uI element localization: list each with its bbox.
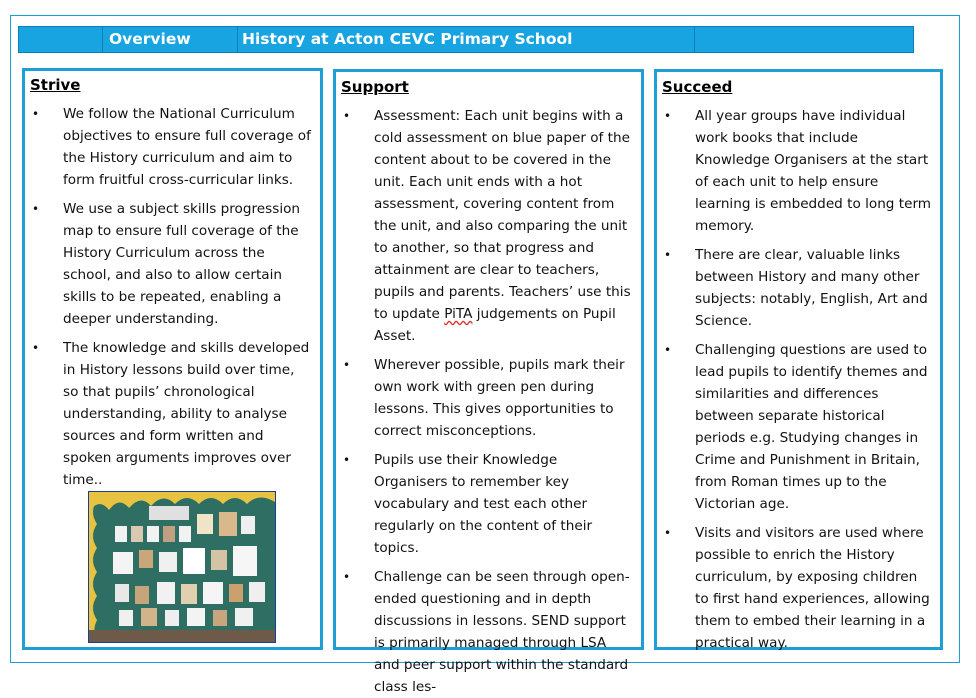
succeed-item: • Visits and visitors are used where possible to enrich the History curriculum, by exposing children to first hand experiences, allowing them to embed their learning in a practical way. (657, 522, 940, 654)
spellcheck-flagged-word: PiTA (444, 306, 473, 322)
history-display-board-photo (88, 491, 276, 643)
succeed-item: • All year groups have individual work books that include Knowledge Organisers at the start of each unit to help ensure learning is embedded to long term memory. (657, 105, 940, 237)
support-item-text: Assessment: Each unit begins with a cold assessment on blue paper of the content about to be covered in the unit. Each unit ends with a hot assessment, covering content from the unit, and also comparing the unit to another, so that progress and attainment are clear to teachers, pupils and parents. Teachers’ use this to update (374, 108, 631, 322)
header-bar (18, 26, 914, 53)
support-item: • Pupils use their Knowledge Organisers to remember key vocabulary and test each other regularly on the content of their topics. (336, 449, 641, 559)
succeed-list (657, 105, 940, 654)
support-column (333, 69, 644, 695)
support-item (336, 105, 641, 347)
support-item: • Challenge can be seen through open-ended questioning and in depth discussions in lessons. SEND support is primarily managed through LSA and peer support within the standard class les- (336, 566, 641, 698)
header-title: History at Acton CEVC Primary School (238, 27, 695, 52)
header-cell-blank-left (19, 27, 103, 52)
succeed-column (654, 69, 943, 650)
strive-title: Strive (30, 76, 81, 94)
support-item-text-end: judgements on Pupil Asset. (374, 306, 616, 344)
strive-item: • We use a subject skills progression map to ensure full coverage of the History Curriculum across the school, and also to allow certain skills to be repeated, enabling a deeper understanding. (25, 198, 320, 330)
support-item: • Wherever possible, pupils mark their own work with green pen during lessons. This gives opportunities to correct misconceptions. (336, 354, 641, 442)
succeed-item: • Challenging questions are used to lead pupils to identify themes and similarities and differences between separate historical periods e.g. Studying changes in Crime and Punishment in Britain, from Roman times up to the Victorian age. (657, 339, 940, 515)
strive-list (25, 103, 320, 491)
succeed-item: • There are clear, valuable links between History and many other subjects: notably, English, Art and Science. (657, 244, 940, 332)
strive-item: • We follow the National Curriculum objectives to ensure full coverage of the History curriculum and aim to form fruitful cross-curricular links. (25, 103, 320, 191)
strive-item: • The knowledge and skills developed in History lessons build over time, so that pupils’ chronological understanding, ability to analyse sources and form written and spoken arguments improves over time.. (25, 337, 320, 491)
succeed-title: Succeed (662, 78, 733, 96)
strive-column (22, 68, 323, 650)
support-title: Support (341, 78, 409, 96)
header-overview: Overview (103, 27, 238, 52)
support-list (336, 105, 641, 698)
header-cell-blank-right (695, 27, 913, 52)
